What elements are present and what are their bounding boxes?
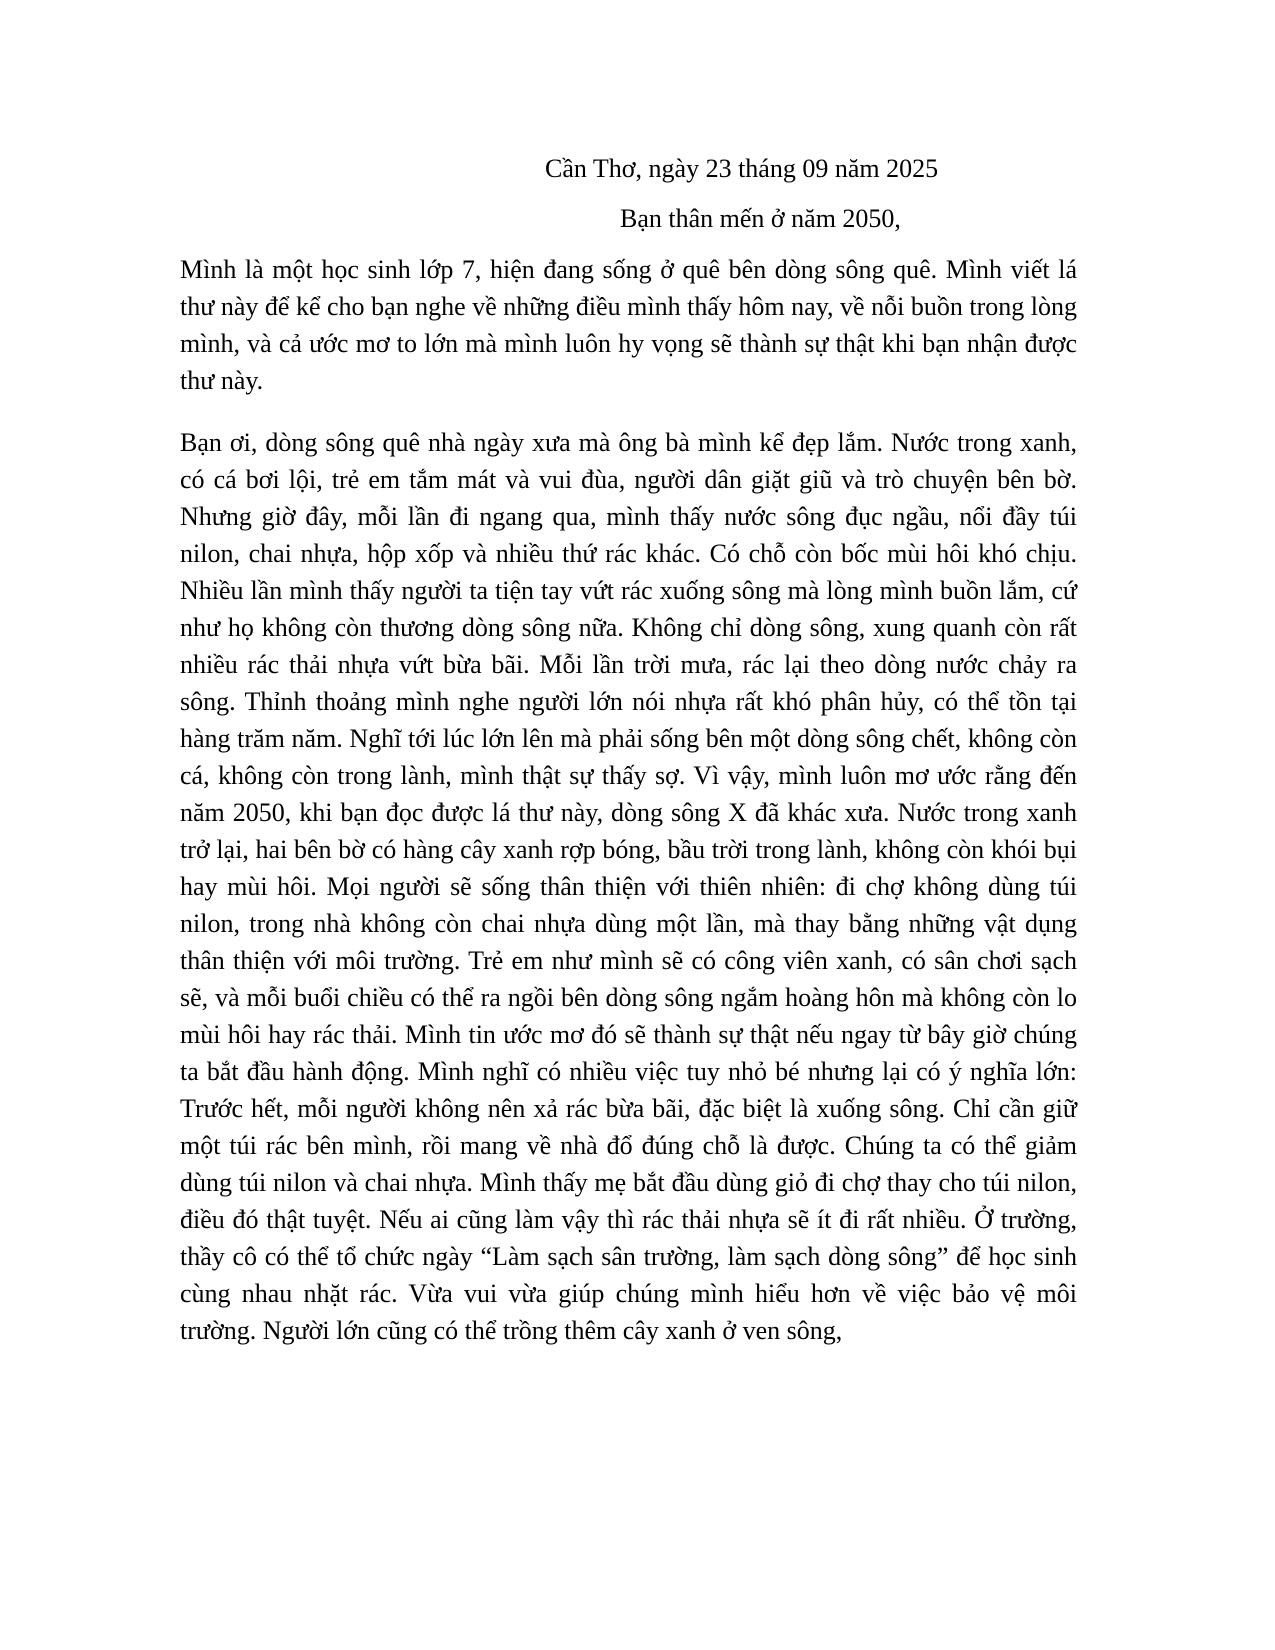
letter-date-line: Cần Thơ, ngày 23 tháng 09 năm 2025 — [545, 154, 939, 183]
letter-salutation: Bạn thân mến ở năm 2050, — [620, 204, 901, 233]
letter-paragraph: Bạn ơi, dòng sông quê nhà ngày xưa mà ông bà mình kể đẹp lắm. Nước trong xanh, có cá bơi lội, trẻ em tắm mát và vui đùa, người dân giặt giũ và trò chuyện bên bờ. Nhưng giờ đây, mỗi lần đi ngang qua, mình thấy nước sông đục ngầu, nổi đầy túi nilon, chai nhựa, hộp xốp và nhiều thứ rác khác. Có chỗ còn bốc mùi hôi khó chịu. Nhiều lần mình thấy người ta tiện tay vứt rác xuống sông mà lòng mình buồn lắm, cứ như họ không còn thương dòng sông nữa. Không chỉ dòng sông, xung quanh còn rất nhiều rác thải nhựa vứt bừa bãi. Mỗi lần trời mưa, rác lại theo dòng nước chảy ra sông. Thỉnh thoảng mình nghe người lớn nói nhựa rất khó phân hủy, có thể tồn tại hàng trăm năm. Nghĩ tới lúc lớn lên mà phải sống bên một dòng sông chết, không còn cá, không còn trong lành, mình thật sự thấy sợ. Vì vậy, mình luôn mơ ước rằng đến năm 2050, khi bạn đọc được lá thư này, dòng sông X đã khác xưa. Nước trong xanh trở lại, hai bên bờ có hàng cây xanh rợp bóng, bầu trời trong lành, không còn khói bụi hay mùi hôi. Mọi người sẽ sống thân thiện với thiên nhiên: đi chợ không dùng túi nilon, trong nhà không còn chai nhựa dùng một lần, mà thay bằng những vật dụng thân thiện với môi trường. Trẻ em như mình sẽ có công viên xanh, có sân chơi sạch sẽ, và mỗi buổi chiều có thể ra ngồi bên dòng sông ngắm hoàng hôn mà không còn lo mùi hôi hay rác thải. Mình tin ước mơ đó sẽ thành sự thật nếu ngay từ bây giờ chúng ta bắt đầu hành động. Mình nghĩ có nhiều việc tuy nhỏ bé nhưng lại có ý nghĩa lớn: Trước hết, mỗi người không nên xả rác bừa bãi, đặc biệt là xuống sông. Chỉ cần giữ một túi rác bên mình, rồi mang về nhà đổ đúng chỗ là được. Chúng ta có thể giảm dùng túi nilon và chai nhựa. Mình thấy mẹ bắt đầu dùng giỏ đi chợ thay cho túi nilon, điều đó thật tuyệt. Nếu ai cũng làm vậy thì rác thải nhựa sẽ ít đi rất nhiều. Ở trường, thầy cô có thể tổ chức ngày “Làm sạch sân trường, làm sạch dòng sông” để học sinh cùng nhau nhặt rác. Vừa vui vừa giúp chúng mình hiểu hơn về việc bảo vệ môi trường. Người lớn cũng có thể trồng thêm cây xanh ở ven sông, — [180, 428, 1077, 1345]
letter-paragraph: Mình là một học sinh lớp 7, hiện đang sống ở quê bên dòng sông quê. Mình viết lá thư này để kể cho bạn nghe về những điều mình thấy hôm nay, về nỗi buồn trong lòng mình, và cả ước mơ to lớn mà mình luôn hy vọng sẽ thành sự thật khi bạn nhận được thư này. — [180, 255, 1077, 395]
